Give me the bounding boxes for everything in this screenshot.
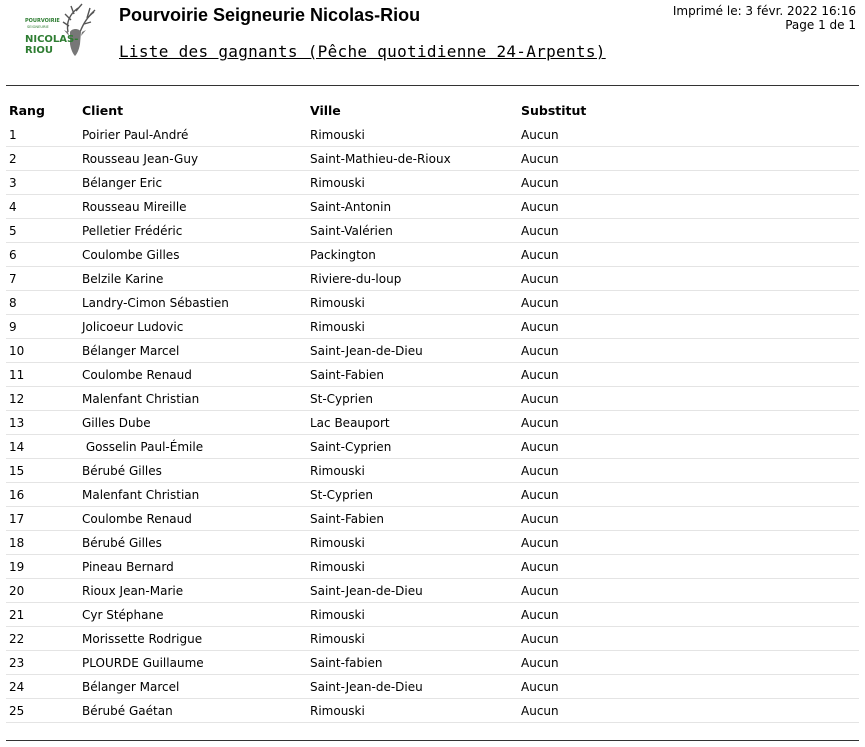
cell-substitut: Aucun <box>518 579 859 603</box>
cell-ville: Rimouski <box>307 627 518 651</box>
table-row <box>6 531 859 555</box>
cell-ville: Saint-Valérien <box>307 219 518 243</box>
cell-client: Coulombe Renaud <box>79 363 307 387</box>
cell-substitut: Aucun <box>518 675 859 699</box>
cell-ville: Rimouski <box>307 531 518 555</box>
table-header-row <box>6 98 859 123</box>
cell-ville: Saint-Jean-de-Dieu <box>307 339 518 363</box>
cell-rang: 2 <box>6 147 79 171</box>
cell-client: Gilles Dube <box>79 411 307 435</box>
cell-ville: Saint-Cyprien <box>307 435 518 459</box>
cell-client: Bérubé Gilles <box>79 531 307 555</box>
cell-client: Pelletier Frédéric <box>79 219 307 243</box>
cell-ville: Rimouski <box>307 459 518 483</box>
cell-rang: 25 <box>6 699 79 723</box>
cell-rang: 9 <box>6 315 79 339</box>
cell-rang: 18 <box>6 531 79 555</box>
cell-ville: Saint-Jean-de-Dieu <box>307 675 518 699</box>
cell-substitut: Aucun <box>518 123 859 147</box>
table-row <box>6 387 859 411</box>
cell-substitut: Aucun <box>518 291 859 315</box>
cell-ville: Rimouski <box>307 603 518 627</box>
table-row <box>6 555 859 579</box>
cell-ville: Saint-Jean-de-Dieu <box>307 579 518 603</box>
cell-substitut: Aucun <box>518 387 859 411</box>
cell-substitut: Aucun <box>518 411 859 435</box>
cell-substitut: Aucun <box>518 171 859 195</box>
cell-client: Rousseau Jean-Guy <box>79 147 307 171</box>
page-number: Page 1 de 1 <box>785 18 856 32</box>
print-info <box>673 4 856 32</box>
table-row <box>6 147 859 171</box>
table-row <box>6 651 859 675</box>
cell-ville: Rimouski <box>307 555 518 579</box>
deer-antler-logo-icon <box>24 2 96 62</box>
cell-substitut: Aucun <box>518 267 859 291</box>
table-row <box>6 627 859 651</box>
table-row <box>6 579 859 603</box>
cell-client: Bélanger Marcel <box>79 339 307 363</box>
cell-client: Bérubé Gilles <box>79 459 307 483</box>
cell-rang: 3 <box>6 171 79 195</box>
cell-substitut: Aucun <box>518 195 859 219</box>
cell-client: Bérubé Gaétan <box>79 699 307 723</box>
cell-ville: Saint-Fabien <box>307 363 518 387</box>
cell-ville: Lac Beauport <box>307 411 518 435</box>
cell-rang: 12 <box>6 387 79 411</box>
printed-date: Imprimé le: 3 févr. 2022 16:16 <box>672 4 856 18</box>
column-header-ville: Ville <box>310 103 341 118</box>
cell-client: Coulombe Gilles <box>79 243 307 267</box>
cell-substitut: Aucun <box>518 555 859 579</box>
table-row <box>6 507 859 531</box>
table-row <box>6 291 859 315</box>
cell-ville: Saint-Mathieu-de-Rioux <box>307 147 518 171</box>
winners-table <box>6 98 859 723</box>
cell-client: Rioux Jean-Marie <box>79 579 307 603</box>
cell-client: Pineau Bernard <box>79 555 307 579</box>
table-row <box>6 459 859 483</box>
cell-substitut: Aucun <box>518 531 859 555</box>
cell-client: PLOURDE Guillaume <box>79 651 307 675</box>
footer-divider <box>6 740 859 741</box>
cell-rang: 16 <box>6 483 79 507</box>
cell-client: Poirier Paul-André <box>79 123 307 147</box>
cell-substitut: Aucun <box>518 315 859 339</box>
cell-substitut: Aucun <box>518 147 859 171</box>
table-row <box>6 339 859 363</box>
cell-rang: 20 <box>6 579 79 603</box>
org-title: Pourvoirie Seigneurie Nicolas-Riou <box>119 5 421 25</box>
svg-text:NICOLAS-: NICOLAS- <box>25 34 79 45</box>
column-header-client: Client <box>82 103 124 118</box>
cell-ville: Rimouski <box>307 315 518 339</box>
cell-rang: 1 <box>6 123 79 147</box>
table-row <box>6 123 859 147</box>
cell-rang: 7 <box>6 267 79 291</box>
cell-client: Gosselin Paul-Émile <box>79 435 307 459</box>
cell-client: Coulombe Renaud <box>79 507 307 531</box>
cell-substitut: Aucun <box>518 459 859 483</box>
cell-substitut: Aucun <box>518 243 859 267</box>
header-divider <box>6 85 859 86</box>
table-row <box>6 243 859 267</box>
cell-ville: Saint-Antonin <box>307 195 518 219</box>
table-row <box>6 363 859 387</box>
cell-client: Morissette Rodrigue <box>79 627 307 651</box>
cell-rang: 4 <box>6 195 79 219</box>
svg-text:POURVOIRIE: POURVOIRIE <box>25 18 60 24</box>
table-body <box>6 123 859 723</box>
table-row <box>6 675 859 699</box>
cell-substitut: Aucun <box>518 507 859 531</box>
cell-rang: 24 <box>6 675 79 699</box>
cell-client: Malenfant Christian <box>79 483 307 507</box>
cell-client: Belzile Karine <box>79 267 307 291</box>
cell-client: Bélanger Marcel <box>79 675 307 699</box>
cell-rang: 8 <box>6 291 79 315</box>
cell-client: Cyr Stéphane <box>79 603 307 627</box>
table-row <box>6 219 859 243</box>
column-header-rang: Rang <box>9 103 45 118</box>
cell-client: Landry-Cimon Sébastien <box>79 291 307 315</box>
table-row <box>6 267 859 291</box>
table-row <box>6 411 859 435</box>
cell-ville: St-Cyprien <box>307 387 518 411</box>
cell-substitut: Aucun <box>518 483 859 507</box>
table-row <box>6 435 859 459</box>
cell-rang: 19 <box>6 555 79 579</box>
cell-substitut: Aucun <box>518 603 859 627</box>
cell-substitut: Aucun <box>518 651 859 675</box>
table-row <box>6 195 859 219</box>
cell-rang: 17 <box>6 507 79 531</box>
cell-rang: 21 <box>6 603 79 627</box>
cell-rang: 13 <box>6 411 79 435</box>
cell-ville: St-Cyprien <box>307 483 518 507</box>
cell-ville: Packington <box>307 243 518 267</box>
table-row <box>6 483 859 507</box>
cell-client: Rousseau Mireille <box>79 195 307 219</box>
report-title: Liste des gagnants (Pêche quotidienne 24-Arpents) <box>119 42 606 61</box>
cell-substitut: Aucun <box>518 339 859 363</box>
cell-ville: Riviere-du-loup <box>307 267 518 291</box>
table-row <box>6 171 859 195</box>
column-header-substitut: Substitut <box>521 103 587 118</box>
cell-ville: Rimouski <box>307 291 518 315</box>
cell-rang: 14 <box>6 435 79 459</box>
cell-client: Bélanger Eric <box>79 171 307 195</box>
cell-substitut: Aucun <box>518 435 859 459</box>
cell-rang: 15 <box>6 459 79 483</box>
table-row <box>6 699 859 723</box>
table-row <box>6 603 859 627</box>
cell-rang: 6 <box>6 243 79 267</box>
cell-substitut: Aucun <box>518 699 859 723</box>
cell-ville: Saint-Fabien <box>307 507 518 531</box>
table-row <box>6 315 859 339</box>
cell-rang: 10 <box>6 339 79 363</box>
cell-substitut: Aucun <box>518 219 859 243</box>
cell-ville: Rimouski <box>307 699 518 723</box>
cell-client: Jolicoeur Ludovic <box>79 315 307 339</box>
cell-ville: Saint-fabien <box>307 651 518 675</box>
cell-rang: 5 <box>6 219 79 243</box>
cell-substitut: Aucun <box>518 363 859 387</box>
svg-text:SEIGNEURIE: SEIGNEURIE <box>27 25 49 29</box>
svg-text:RIOU: RIOU <box>25 45 54 56</box>
cell-client: Malenfant Christian <box>79 387 307 411</box>
cell-ville: Rimouski <box>307 123 518 147</box>
cell-rang: 11 <box>6 363 79 387</box>
cell-ville: Rimouski <box>307 171 518 195</box>
company-logo <box>24 2 96 62</box>
cell-substitut: Aucun <box>518 627 859 651</box>
cell-rang: 22 <box>6 627 79 651</box>
cell-rang: 23 <box>6 651 79 675</box>
